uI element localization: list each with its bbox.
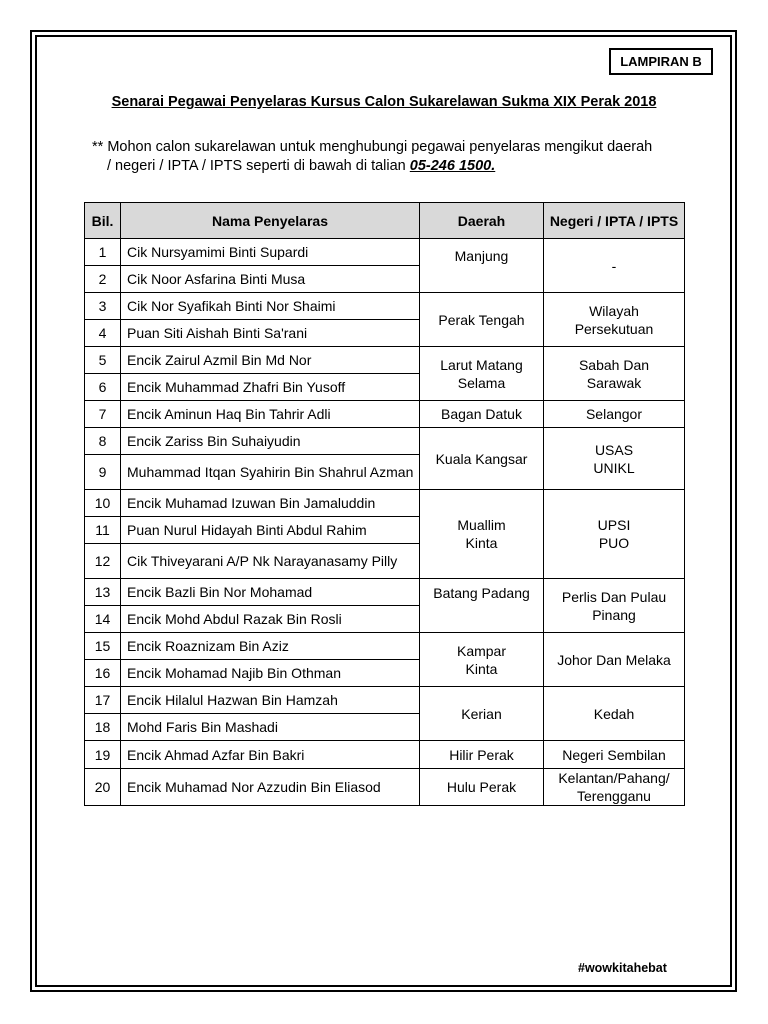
negeri-line-1: Kedah <box>593 705 635 722</box>
table-row <box>85 293 685 320</box>
row-number: 2 <box>85 266 121 293</box>
daerah-cell <box>420 741 544 769</box>
negeri-line-2: Pinang <box>592 606 636 623</box>
negeri-cell <box>544 347 685 401</box>
negeri-cell <box>544 769 685 806</box>
header-negeri: Negeri / IPTA / IPTS <box>544 203 685 239</box>
daerah-line-1: Hulu Perak <box>446 779 517 795</box>
daerah-line-1: Hilir Perak <box>449 746 514 763</box>
negeri-cell <box>544 401 685 428</box>
negeri-line-1: Sabah Dan <box>578 356 650 373</box>
daerah-cell <box>420 687 544 741</box>
table-row <box>85 741 685 769</box>
hashtag: #wowkitahebat <box>578 961 667 975</box>
table-row <box>85 239 685 266</box>
coordinator-name: Encik Muhammad Zhafri Bin Yusoff <box>121 374 420 401</box>
row-number: 4 <box>85 320 121 347</box>
daerah-cell <box>420 293 544 347</box>
row-number: 1 <box>85 239 121 266</box>
phone-number: 05-246 1500. <box>409 158 496 174</box>
row-number: 11 <box>85 517 121 544</box>
coordinator-name: Mohd Faris Bin Mashadi <box>121 714 420 741</box>
coordinator-name: Encik Zariss Bin Suhaiyudin <box>121 428 420 455</box>
daerah-line-2: Selama <box>457 374 506 391</box>
row-number: 18 <box>85 714 121 741</box>
negeri-cell <box>544 428 685 490</box>
row-number: 12 <box>85 544 121 579</box>
negeri-cell <box>544 579 685 633</box>
table-row <box>85 490 685 517</box>
daerah-cell <box>420 633 544 687</box>
row-number: 10 <box>85 490 121 517</box>
coordinator-name: Encik Hilalul Hazwan Bin Hamzah <box>121 687 420 714</box>
daerah-line-1: Muallim <box>457 517 506 533</box>
negeri-cell <box>544 687 685 741</box>
row-number: 9 <box>85 455 121 490</box>
row-number: 17 <box>85 687 121 714</box>
instruction-note <box>92 138 692 176</box>
daerah-cell <box>420 401 544 428</box>
table-row <box>85 769 685 806</box>
coordinator-name: Encik Aminun Haq Bin Tahrir Adli <box>121 401 420 428</box>
coordinator-name: Cik Thiveyarani A/P Nk Narayanasamy Pilly <box>121 544 420 579</box>
negeri-line-1: Johor Dan Melaka <box>557 651 671 668</box>
header-daerah: Daerah <box>420 203 544 239</box>
coordinator-name: Encik Mohd Abdul Razak Bin Rosli <box>121 606 420 633</box>
coordinator-name: Encik Roaznizam Bin Aziz <box>121 633 420 660</box>
row-number: 6 <box>85 374 121 401</box>
negeri-cell <box>544 633 685 687</box>
negeri-line-1: Negeri Sembilan <box>562 746 666 763</box>
daerah-line-1: Batang Padang <box>433 585 530 601</box>
negeri-line-1: Perlis Dan Pulau <box>561 588 667 605</box>
note-line-2 <box>92 157 692 176</box>
coordinator-name: Encik Muhamad Nor Azzudin Bin Eliasod <box>121 769 420 806</box>
negeri-line-2: UNIKL <box>593 459 635 476</box>
row-number: 13 <box>85 579 121 606</box>
negeri-cell <box>544 741 685 769</box>
negeri-line-2: Persekutuan <box>574 320 654 337</box>
negeri-line-1: Wilayah <box>589 302 639 319</box>
coordinator-name: Encik Bazli Bin Nor Mohamad <box>121 579 420 606</box>
row-number: 19 <box>85 741 121 769</box>
negeri-line-1: - <box>611 257 617 274</box>
note-line-1: ** Mohon calon sukarelawan untuk menghubungi pegawai penyelaras mengikut daerah <box>92 139 653 155</box>
negeri-line-1: UPSI <box>597 517 631 533</box>
daerah-cell <box>420 769 544 806</box>
negeri-cell <box>544 490 685 579</box>
daerah-cell <box>420 490 544 579</box>
negeri-cell <box>544 239 685 293</box>
coordinator-name: Cik Noor Asfarina Binti Musa <box>121 266 420 293</box>
daerah-line-2: Kinta <box>465 660 498 677</box>
row-number: 5 <box>85 347 121 374</box>
note-line-2-text: / negeri / IPTA / IPTS seperti di bawah di talian <box>107 158 410 174</box>
document-title: Senarai Pegawai Penyelaras Kursus Calon Sukarelawan Sukma XIX Perak 2018 <box>111 94 657 110</box>
negeri-line-1: USAS <box>594 441 634 458</box>
coordinator-name: Puan Siti Aishah Binti Sa'rani <box>121 320 420 347</box>
row-number: 16 <box>85 660 121 687</box>
daerah-line-1: Bagan Datuk <box>441 406 522 422</box>
negeri-line-2: Sarawak <box>586 374 642 391</box>
coordinator-name: Cik Nor Syafikah Binti Nor Shaimi <box>121 293 420 320</box>
negeri-line-2: Terengganu <box>577 788 651 804</box>
daerah-line-1: Manjung <box>454 248 509 264</box>
header-nama: Nama Penyelaras <box>121 203 420 239</box>
row-number: 14 <box>85 606 121 633</box>
negeri-line-2: PUO <box>598 535 630 551</box>
coordinator-name: Encik Mohamad Najib Bin Othman <box>121 660 420 687</box>
negeri-cell <box>544 293 685 347</box>
coordinator-name: Encik Muhamad Izuwan Bin Jamaluddin <box>121 490 420 517</box>
daerah-line-2: Kinta <box>465 535 498 551</box>
table-row <box>85 428 685 455</box>
daerah-cell <box>420 579 544 633</box>
row-number: 15 <box>85 633 121 660</box>
coordinator-name: Encik Zairul Azmil Bin Md Nor <box>121 347 420 374</box>
row-number: 3 <box>85 293 121 320</box>
daerah-line-1: Kerian <box>461 705 502 722</box>
table-row <box>85 633 685 660</box>
daerah-line-1: Larut Matang <box>440 356 523 373</box>
daerah-line-1: Kampar <box>456 642 507 659</box>
header-bil: Bil. <box>85 203 121 239</box>
table-row <box>85 579 685 606</box>
negeri-line-1: Selangor <box>585 406 643 422</box>
coordinator-name: Encik Ahmad Azfar Bin Bakri <box>121 741 420 769</box>
table-row <box>85 687 685 714</box>
row-number: 8 <box>85 428 121 455</box>
coordinator-table <box>84 202 685 806</box>
row-number: 7 <box>85 401 121 428</box>
table-header-row <box>85 203 685 239</box>
daerah-cell <box>420 428 544 490</box>
daerah-cell <box>420 347 544 401</box>
coordinator-name: Muhammad Itqan Syahirin Bin Shahrul Azman <box>121 455 420 490</box>
negeri-line-1: Kelantan/Pahang/ <box>558 770 670 786</box>
daerah-line-1: Kuala Kangsar <box>435 450 528 467</box>
lampiran-label: LAMPIRAN B <box>609 48 713 75</box>
coordinator-name: Puan Nurul Hidayah Binti Abdul Rahim <box>121 517 420 544</box>
daerah-line-1: Perak Tengah <box>438 311 525 328</box>
daerah-cell <box>420 239 544 293</box>
table-row <box>85 401 685 428</box>
table-row <box>85 347 685 374</box>
row-number: 20 <box>85 769 121 806</box>
coordinator-name: Cik Nursyamimi Binti Supardi <box>121 239 420 266</box>
